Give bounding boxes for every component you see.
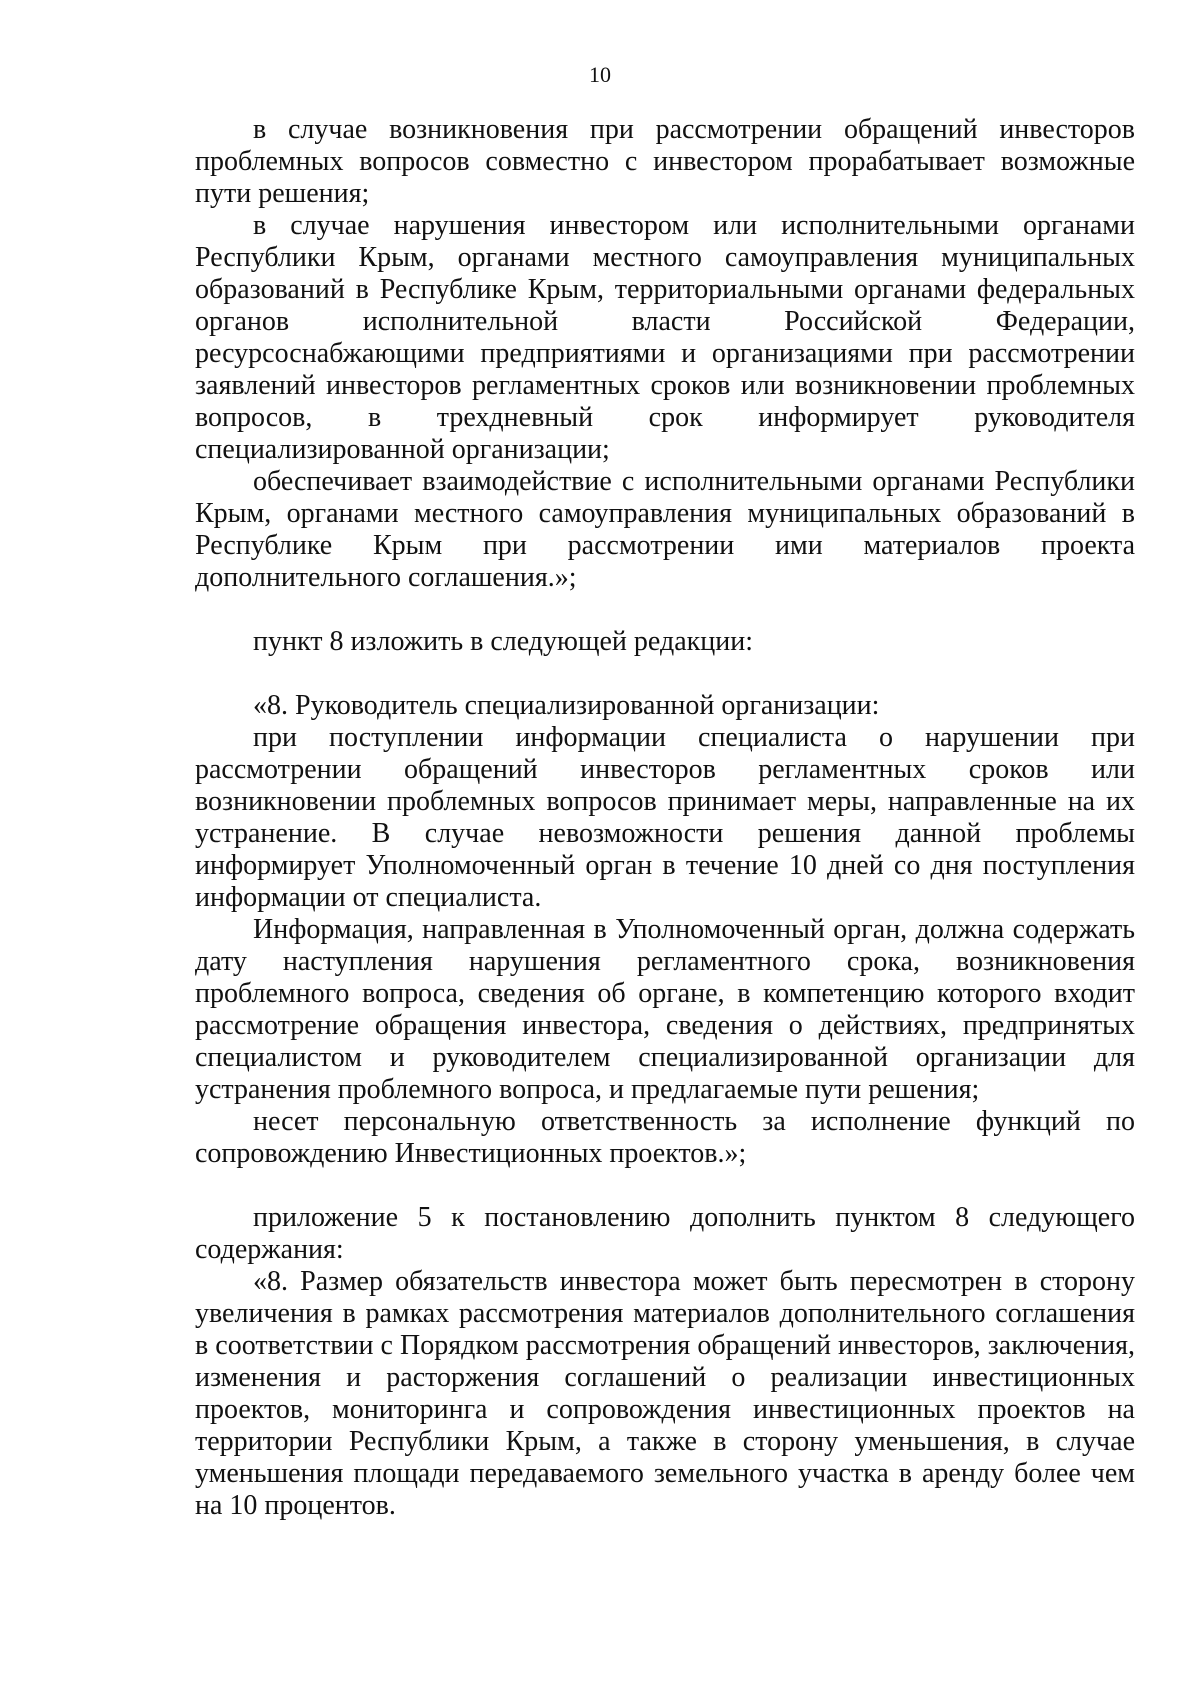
paragraph-item-8-amendment: пункт 8 изложить в следующей редакции: (253, 626, 753, 657)
paragraph-responsibility: несет персональную ответственность за исполнение функций по сопровождению Инвестиционных проектов.»; (195, 1106, 1135, 1169)
paragraph-organization-head: «8. Руководитель специализированной организации: (253, 690, 880, 721)
paragraph-problem-resolution: в случае возникновения при рассмотрении обращений инвесторов проблемных вопросов совместно с инвестором прорабатывает возможные пути решения; (195, 114, 1135, 209)
paragraph-head-measures: при поступлении информации специалиста о нарушении при рассмотрении обращений инвесторов регламентных сроков или возникновении проблемных вопросов принимает меры, направленные на их устранение. В случае невозможности решения данной проблемы информирует Уполномоченный орган в течение 10 дней со дня поступления информации от специалиста. (195, 722, 1135, 913)
page-number: 10 (589, 62, 611, 87)
paragraph-information-content: Информация, направленная в Уполномоченный орган, должна содержать дату наступления нарушения регламентного срока, возникновения проблемного вопроса, сведения об органе, в компетенцию которого входит рассмотрение обращения инвестора, сведения о действиях, предпринятых специалистом и руководителем специализированной организации для устранения проблемного вопроса, и предлагаемые пути решения; (195, 914, 1135, 1105)
paragraph-appendix-5-amendment: приложение 5 к постановлению дополнить пунктом 8 следующего содержания: (195, 1202, 1135, 1265)
paragraph-deadline-violation: в случае нарушения инвестором или исполнительными органами Республики Крым, органами местного самоуправления муниципальных образований в Республике Крым, территориальными органами федеральных органов исполнительной власти Российской Федерации, ресурсоснабжающими предприятиями и организациями при рассмотрении заявлений инвесторов регламентных сроков или возникновении проблемных вопросов, в трехдневный срок информирует руководителя специализированной организации; (195, 210, 1135, 465)
paragraph-interaction: обеспечивает взаимодействие с исполнительными органами Республики Крым, органами местного самоуправления муниципальных образований в Республике Крым при рассмотрении ими материалов проекта дополнительного соглашения.»; (195, 466, 1135, 593)
document-body (195, 114, 1135, 1522)
paragraph-investor-obligations: «8. Размер обязательств инвестора может быть пересмотрен в сторону увеличения в рамках рассмотрения материалов дополнительного соглашения в соответствии с Порядком рассмотрения обращений инвесторов, заключения, изменения и расторжения соглашений о реализации инвестиционных проектов, мониторинга и сопровождения инвестиционных проектов на территории Республики Крым, а также в сторону уменьшения, в случае уменьшения площади передаваемого земельного участка в аренду более чем на 10 процентов. (195, 1266, 1135, 1521)
